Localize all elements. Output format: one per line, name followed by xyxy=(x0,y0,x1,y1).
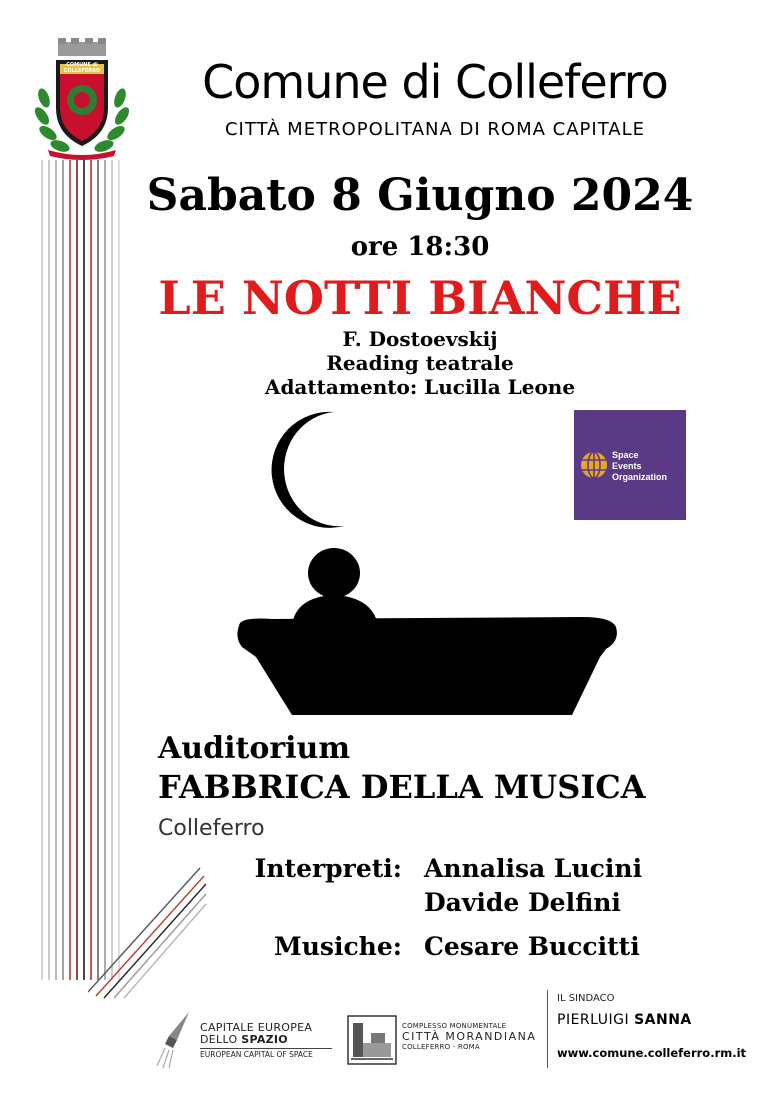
performer-1: Annalisa Lucini xyxy=(424,854,643,883)
sponsor-name-3: Organization xyxy=(612,472,668,482)
sindaco-last-name: SANNA xyxy=(634,1012,692,1028)
crescent-moon-icon xyxy=(262,408,372,528)
website-link[interactable]: www.comune.colleferro.rm.it xyxy=(557,1046,747,1060)
space-events-organization-logo xyxy=(574,410,686,520)
performers-label: Interpreti: xyxy=(254,854,402,883)
event-time: ore 18:30 xyxy=(350,232,490,262)
crest-banner-text: COMUNE di COLLEFERRO xyxy=(63,62,101,74)
music-label: Musiche: xyxy=(274,932,402,961)
music-composer: Cesare Buccitti xyxy=(424,932,640,961)
capitale-line-1: CAPITALE EUROPEA xyxy=(200,1021,313,1034)
footer-divider xyxy=(547,990,548,1068)
capitale-europea-logo xyxy=(200,1022,332,1060)
author: F. Dostoevskij xyxy=(342,327,498,351)
venue-city: Colleferro xyxy=(158,816,265,841)
decorative-diagonal-lines xyxy=(88,860,208,1000)
municipality-subtitle: CITTÀ METROPOLITANA DI ROMA CAPITALE xyxy=(224,119,646,140)
genre: Reading teatrale xyxy=(326,351,514,375)
municipal-crest xyxy=(34,38,130,160)
capitale-line-2a: DELLO xyxy=(200,1033,242,1046)
adaptation: Adattamento: Lucilla Leone xyxy=(264,375,576,399)
sponsor-name-1: Space xyxy=(612,450,639,460)
rocket-icon xyxy=(155,1010,195,1070)
sindaco-label: IL SINDACO xyxy=(557,993,615,1004)
complesso-monumentale-logo xyxy=(402,1022,542,1052)
event-date: Sabato 8 Giugno 2024 xyxy=(146,170,694,221)
sindaco-name xyxy=(557,1012,692,1028)
sindaco-first-name: PIERLUIGI xyxy=(557,1012,635,1028)
show-title: LE NOTTI BIANCHE xyxy=(158,271,682,325)
venue-line-1: Auditorium xyxy=(158,731,351,766)
municipality-title: Comune di Colleferro xyxy=(202,55,668,109)
globe-icon xyxy=(579,450,609,480)
complesso-monumentale-icon xyxy=(347,1015,397,1065)
reader-silhouette xyxy=(232,545,622,720)
capitale-line-3: EUROPEAN CAPITAL OF SPACE xyxy=(200,1048,332,1060)
decorative-stripes xyxy=(38,160,128,980)
performer-2: Davide Delfini xyxy=(424,888,621,917)
sponsor-name-2: Events xyxy=(612,461,642,471)
complesso-line-1: COMPLESSO MONUMENTALE xyxy=(402,1022,507,1030)
capitale-line-2b: SPAZIO xyxy=(241,1033,288,1046)
complesso-line-2: CITTÀ MORANDIANA xyxy=(402,1030,537,1043)
venue-name: FABBRICA DELLA MUSICA xyxy=(158,768,646,806)
complesso-line-3: COLLEFERRO - ROMA xyxy=(402,1043,480,1051)
